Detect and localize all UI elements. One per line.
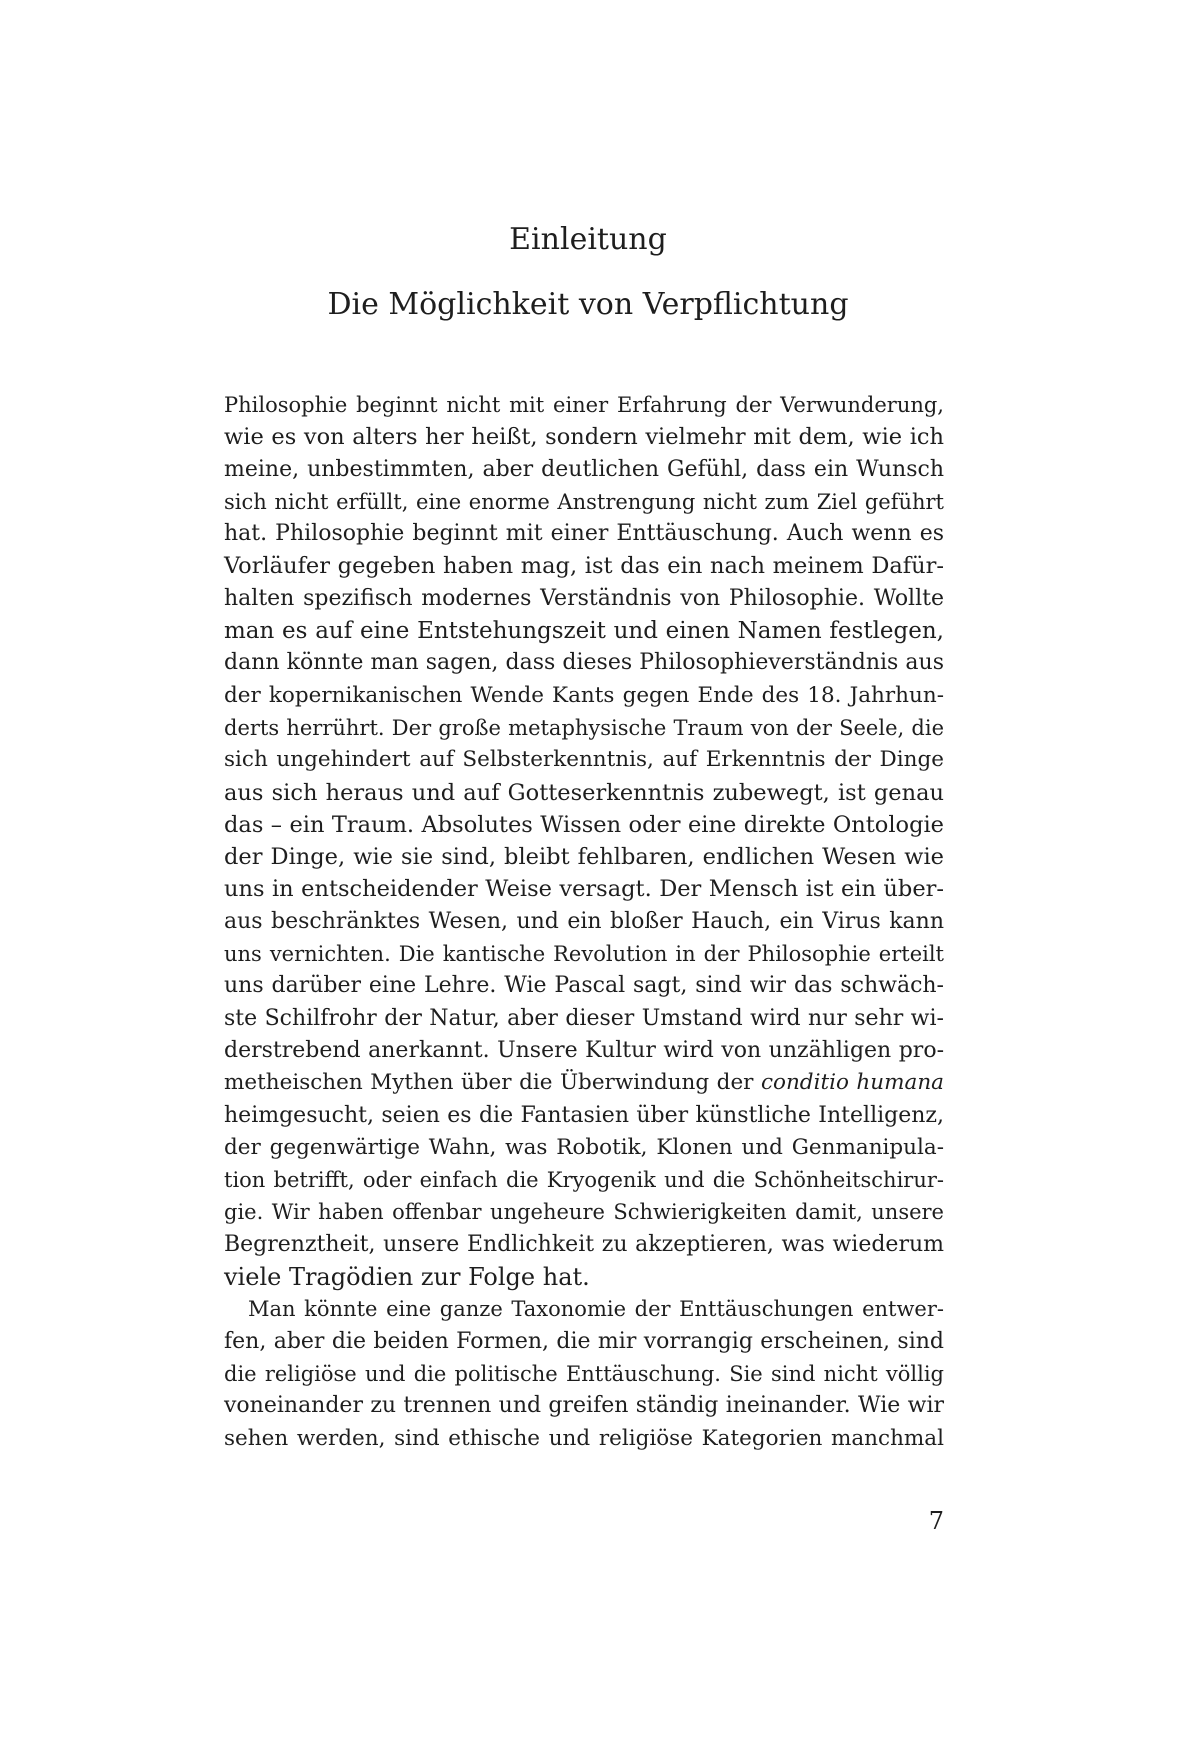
text-line: der kopernikanischen Wende Kants gegen Ende des 18. Jahrhun- [224,682,944,708]
text-line: aus sich heraus und auf Gotteserkenntnis zubewegt, ist genau [224,779,944,806]
text-line: fen, aber die beiden Formen, die mir vorrangig erscheinen, sind [224,1328,944,1354]
text-line: der Dinge, wie sie sind, bleibt fehlbaren, endlichen Wesen wie [224,844,944,871]
paragraph-2 [224,1293,944,1454]
italic-term: conditio humana [760,1070,944,1096]
text-line: uns in entscheidender Weise versagt. Der Mensch ist ein über- [224,876,944,903]
text-line: sich ungehindert auf Selbsterkenntnis, auf Erkenntnis der Dinge [224,747,944,773]
text-line: Philosophie beginnt nicht mit einer Erfahrung der Verwunderung, [224,393,944,417]
text-line: heimgesucht, seien es die Fantasien über künstliche Intelligenz, [224,1102,944,1128]
text-run: metheischen Mythen über die Überwindung der [224,1070,761,1096]
text-line: das – ein Traum. Absolutes Wissen oder eine direkte Ontologie [224,811,944,838]
page-number: 7 [928,1507,944,1535]
text-line: Vorläufer gegeben haben mag, ist das ein nach meinem Dafür- [224,553,944,580]
text-line: Man könnte eine ganze Taxonomie der Enttäuschungen entwer- [248,1297,944,1322]
text-line: aus beschränktes Wesen, und ein bloßer Hauch, ein Virus kann [224,908,944,934]
text-line: derstrebend anerkannt. Unsere Kultur wird von unzähligen pro- [224,1037,944,1063]
text-line: halten spezifisch modernes Verständnis von Philosophie. Wollte [224,585,944,611]
text-line: viele Tragödien zur Folge hat. [224,1263,590,1292]
paragraph-1 [224,389,944,1293]
text-line: dann könnte man sagen, dass dieses Philosophieverständnis aus [224,650,944,676]
text-line: ste Schilfrohr der Natur, aber dieser Umstand wird nur sehr wi- [224,1005,944,1031]
text-line: uns darüber eine Lehre. Wie Pascal sagt, sind wir das schwäch- [224,973,944,999]
text-line: Begrenztheit, unsere Endlichkeit zu akzeptieren, was wiederum [224,1231,944,1257]
chapter-label: Einleitung [509,222,667,257]
text-line: der gegenwärtige Wahn, was Robotik, Klonen und Genmanipula- [224,1134,944,1160]
chapter-title: Die Möglichkeit von Verpflichtung [327,287,849,322]
text-line: tion betrifft, oder einfach die Kryogenik und die Schönheitschirur- [224,1168,944,1193]
text-line-with-italic [224,1067,944,1099]
text-line: voneinander zu trennen und greifen ständig ineinander. Wie wir [224,1393,944,1419]
text-line: hat. Philosophie beginnt mit einer Enttäuschung. Auch wenn es [224,521,944,547]
text-line: uns vernichten. Die kantische Revolution in der Philosophie erteilt [224,942,944,967]
text-line: sich nicht erfüllt, eine enorme Anstrengung nicht zum Ziel geführt [224,489,944,514]
text-line: wie es von alters her heißt, sondern vielmehr mit dem, wie ich [224,424,944,451]
text-line: die religiöse und die politische Enttäuschung. Sie sind nicht völlig [224,1361,944,1386]
text-line: derts herrührt. Der große metaphysische Traum von der Seele, die [224,715,944,740]
text-line: man es auf eine Entstehungszeit und einen Namen festlegen, [224,618,944,645]
text-line: meine, unbestimmten, aber deutlichen Gefühl, dass ein Wunsch [224,456,944,482]
text-line: gie. Wir haben offenbar ungeheure Schwierigkeiten damit, unsere [224,1200,944,1225]
body-text [224,389,944,1455]
text-line: sehen werden, sind ethische und religiöse Kategorien manchmal [224,1425,944,1451]
